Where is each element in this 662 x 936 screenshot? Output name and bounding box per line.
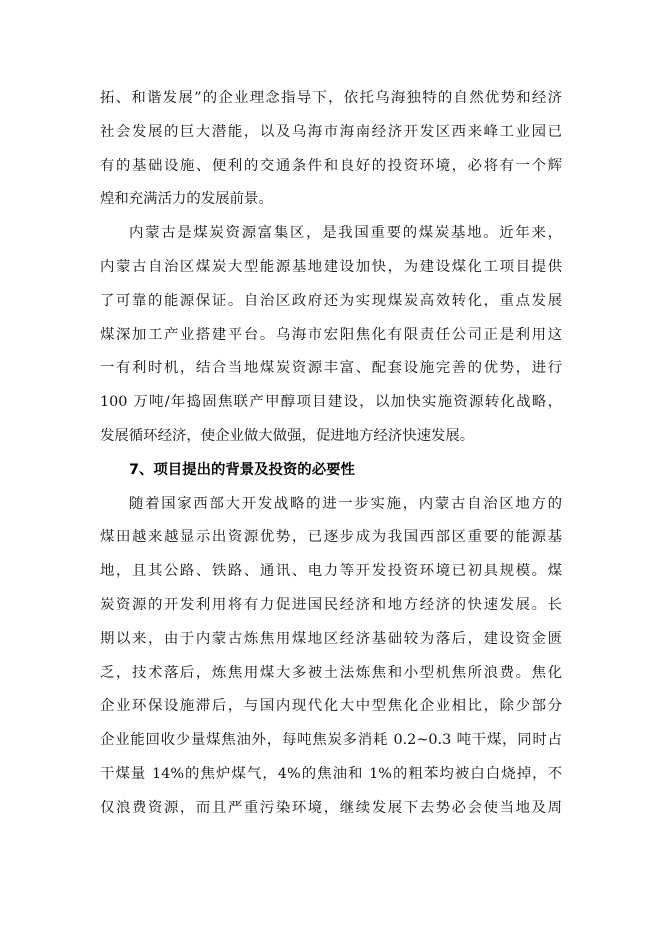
paragraph-2-line-5: 一有利时机，结合当地煤炭资源丰富、配套设施完善的优势，进行 (100, 360, 562, 377)
paragraph-2-line-1: 内蒙古是煤炭资源富集区，是我国重要的煤炭基地。近年来， (129, 225, 562, 242)
paragraph-3-line-4: 炭资源的开发利用将有力促进国民经济和地方经济的快速发展。长 (100, 596, 562, 613)
paragraph-2 (100, 217, 562, 454)
document-body (100, 82, 562, 826)
paragraph-1 (100, 82, 562, 217)
paragraph-3-line-8: 企业能回收少量煤焦油外，每吨焦炭多消耗 0.2~0.3 吨干煤，同时占 (100, 732, 562, 749)
paragraph-1-line-4: 煌和充满活力的发展前景。 (100, 191, 273, 208)
paragraph-3-line-9: 干煤量 14%的焦炉煤气，4%的焦油和 1%的粗苯均被白白烧掉，不 (100, 765, 562, 782)
paragraph-3-line-1: 随着国家西部大开发战略的进一步实施，内蒙古自治区地方的 (129, 495, 562, 512)
paragraph-1-line-1: 拓、和谐发展”的企业理念指导下，依托乌海独特的自然优势和经济 (100, 90, 562, 106)
paragraph-1-line-2: 社会发展的巨大潜能，以及乌海市海南经济开发区西来峰工业园已 (100, 123, 562, 140)
paragraph-3-line-5: 期以来，由于内蒙古炼焦用煤地区经济基础较为落后，建设资金匮 (100, 630, 562, 647)
paragraph-3-line-2: 煤田越来越显示出资源优势，已逐步成为我国西部区重要的能源基 (100, 529, 562, 546)
paragraph-2-line-6: 100 万吨/年捣固焦联产甲醇项目建设，以加快实施资源转化战略， (100, 394, 562, 411)
paragraph-3-line-3: 地，且其公路、铁路、通讯、电力等开发投资环境已初具规模。煤 (100, 563, 562, 580)
paragraph-3-line-7: 企业环保设施滞后，与国内现代化大中型焦化企业相比，除少部分 (100, 698, 562, 715)
paragraph-2-line-7: 发展循环经济，使企业做大做强，促进地方经济快速发展。 (100, 427, 475, 444)
paragraph-2-line-2: 内蒙古自治区煤炭大型能源基地建设加快，为建设煤化工项目提供 (100, 258, 562, 275)
paragraph-2-line-3: 了可靠的能源保证。自治区政府还为实现煤炭高效转化，重点发展 (100, 292, 562, 309)
section-heading: 7、项目提出的背景及投资的必要性 (129, 461, 355, 478)
paragraph-3-line-6: 乏，技术落后，炼焦用煤大多被土法炼焦和小型机焦所浪费。焦化 (100, 664, 562, 681)
paragraph-1-line-3: 有的基础设施、便利的交通条件和良好的投资环境，必将有一个辉 (100, 157, 562, 174)
paragraph-2-line-4: 煤深加工产业搭建平台。乌海市宏阳焦化有限责任公司正是利用这 (100, 326, 562, 343)
paragraph-3-line-10: 仅浪费资源，而且严重污染环境，继续发展下去势必会使当地及周 (100, 799, 562, 816)
paragraph-3 (100, 488, 562, 826)
